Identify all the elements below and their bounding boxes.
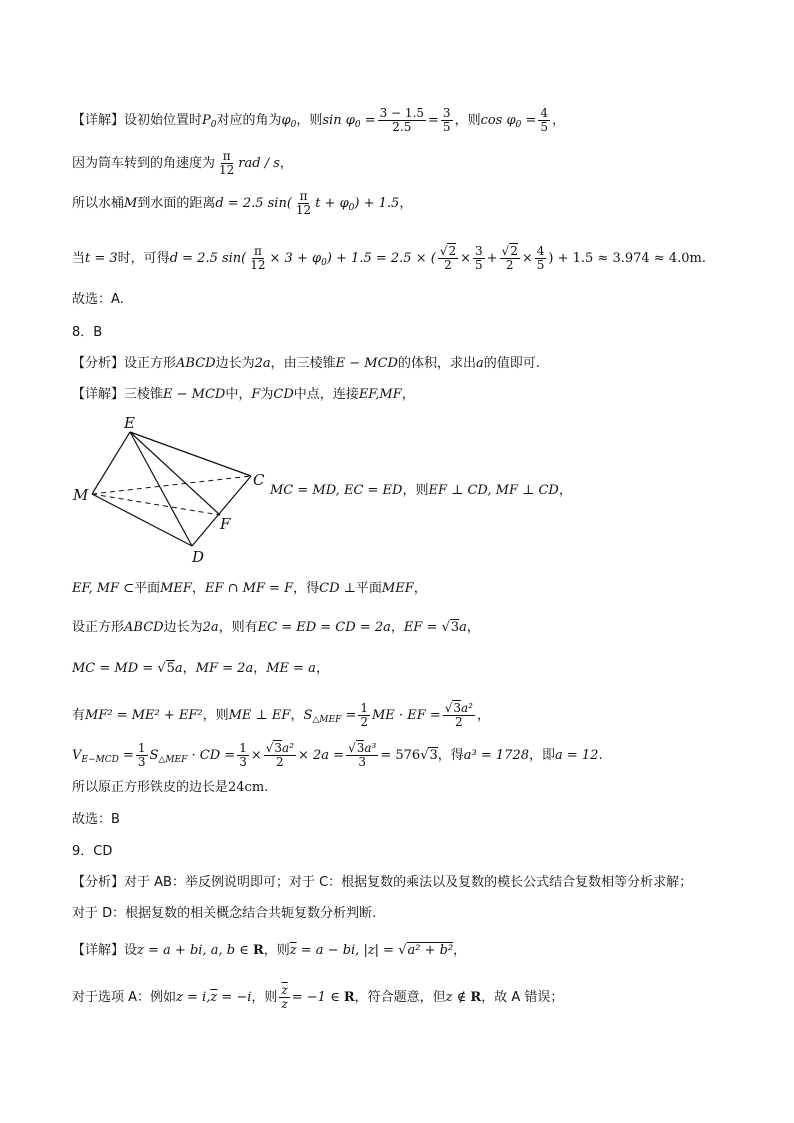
fraction: $\frac{\pi}{12}$ — [219, 149, 235, 177]
fraction: $\frac{4}{5}$ — [536, 244, 545, 272]
expr: ) + 1.5 ≈ 3.974 ≈ 4.0m — [548, 251, 702, 266]
line-10: 设正方形ABCD边长为2a，则有EC = ED = CD = 2a，EF = √3a， — [72, 620, 480, 635]
cos-expr: $\cos \varphi_0$ = — [480, 113, 537, 130]
tag-detail: 【详解】 — [72, 113, 125, 128]
p0-symbol: $P_0$ — [202, 113, 217, 130]
fraction: $\frac{√2}{2}$ — [439, 244, 457, 272]
fraction: $\frac{3 - 1.5}{2.5}$ — [379, 106, 425, 134]
line-20: 对于选项 A：例如$z = i,\overline{z} = -i$，则 $\frac{\overline{z}}{z}$ = −1 ∈ R，符合题意，但z ∉ R，故 A 错误； — [72, 983, 564, 1011]
equals: = — [428, 113, 439, 128]
fraction: $\frac{4}{5}$ — [540, 106, 549, 134]
line-13: $V_{E-MCD}$ = $\frac{1}{3}$ $S_{\triangle MEF}$ · CD = $\frac{1}{3}$ × $\frac{\text{√3a²}}{2}$ × 2a = $\frac{\text{√3a³}}{3}$ = 576√3，得a³ = 1728，即a = 12. — [72, 741, 603, 769]
sin-expr: $\sin \varphi_0$ = — [322, 113, 376, 130]
answer-9: 9．CD — [72, 844, 113, 859]
label-F: F — [220, 515, 231, 533]
text: 所以水桶 — [72, 196, 125, 211]
tag-analysis: 【分析】 — [72, 356, 125, 371]
fraction: $\frac{\pi}{12}$ — [295, 189, 312, 217]
figure-caption-text: MC = MD, EC = ED，则EF ⊥ CD, MF ⊥ CD， — [270, 483, 572, 498]
symbol-M: M — [124, 196, 138, 211]
edge-EC — [130, 432, 251, 476]
label-E: E — [124, 414, 135, 432]
edge-EM — [92, 432, 130, 494]
edge-EF — [130, 432, 220, 515]
fraction: $\frac{√2}{2}$ — [501, 244, 518, 272]
line-15: 故选：B — [72, 812, 120, 827]
edge-MC — [92, 476, 251, 494]
line-18: 对于 D：根据复数的相关概念结合共轭复数分析判断. — [72, 906, 377, 921]
label-M: M — [73, 486, 89, 504]
text: 对应的角为 — [216, 113, 282, 128]
text: 时，可得 — [117, 251, 170, 266]
plus: + — [486, 251, 498, 266]
line-2 — [72, 150, 293, 177]
line-14: 所以原正方形铁皮的边长是24cm. — [72, 780, 269, 795]
expr: $t + \varphi_0) + 1.5$ — [315, 196, 400, 213]
edge-DC — [192, 476, 251, 546]
fraction: $\frac{3}{5}$ — [475, 244, 483, 272]
line-11: MC = MD = √5a，MF = 2a，ME = a， — [72, 661, 329, 676]
phi0-symbol: $\varphi_0$ — [281, 113, 297, 130]
edge-MD — [92, 494, 192, 546]
text: ，则 — [454, 113, 481, 128]
pyramid-figure — [68, 412, 268, 567]
line-7: 【分析】设正方形ABCD边长为2a，由三棱锥E − MCD的体积，求出a的值即可. — [72, 356, 540, 371]
line-17: 【分析】对于 AB：举反例说明即可；对于 C：根据复数的乘法以及复数的模长公式结合复数相等分析求解； — [72, 875, 693, 890]
tag-detail: 【详解】 — [72, 387, 125, 402]
expr: d = 2.5 sin( — [215, 196, 292, 211]
label-D: D — [192, 548, 205, 566]
text: . — [701, 251, 706, 266]
line-1 — [72, 107, 565, 134]
expr: × $3 + \varphi_0) + 1.5 = 2.5$ × ( — [269, 251, 436, 268]
line-5: 故选：A. — [72, 292, 124, 307]
line-4: 当t = 3时，可得d = 2.5 sin( $\frac{\pi}{12}$ × $3 + \varphi_0) + 1.5 = 2.5$ × ( $\frac{√2}{2}$ × $\frac{3}{5}$ + $\frac{√2}{2}$ × $\frac{4}{5}$ ) + 1.5 ≈ 3.974 ≈ 4.0m. — [72, 244, 706, 272]
answer-8: 8．B — [72, 325, 103, 340]
fraction: $\frac{\pi}{12}$ — [250, 244, 266, 272]
expr: t = 3 — [85, 251, 118, 266]
unit: rad / s — [238, 156, 280, 171]
text: 因为筒车转到的角速度为 — [72, 156, 216, 171]
line-8: 【详解】三棱锥E − MCD中，F为CD中点，连接EF,MF， — [72, 387, 415, 402]
line-3 — [72, 190, 412, 217]
fraction: $\frac{3}{5}$ — [442, 106, 451, 134]
text: 当 — [72, 251, 86, 266]
text: ，则 — [296, 113, 323, 128]
line-12: 有MF² = ME² + EF²，则ME ⊥ EF，$S_{\triangle MEF}$ = $\frac{1}{2}$ ME · EF = $\frac{\text{√3a²}}{2}$ ， — [72, 701, 491, 729]
label-C: C — [253, 471, 265, 489]
text: ， — [399, 196, 413, 211]
text: ， — [552, 113, 566, 128]
expr: d = 2.5 sin( — [169, 251, 247, 266]
line-9: EF, MF ⊂平面MEF，EF ∩ MF = F，得CD ⊥平面MEF， — [72, 581, 427, 596]
text: ， — [279, 156, 293, 171]
text: 到水面的距离 — [137, 196, 216, 211]
tag-detail: 【详解】 — [72, 943, 125, 958]
line-19: 【详解】设z = a + bi, a, b ∈ R，则$\overline{z} = a$ − bi, |z| = √a² + b²， — [72, 943, 467, 958]
tag-analysis: 【分析】 — [72, 875, 125, 890]
text: 设初始位置时 — [124, 113, 203, 128]
